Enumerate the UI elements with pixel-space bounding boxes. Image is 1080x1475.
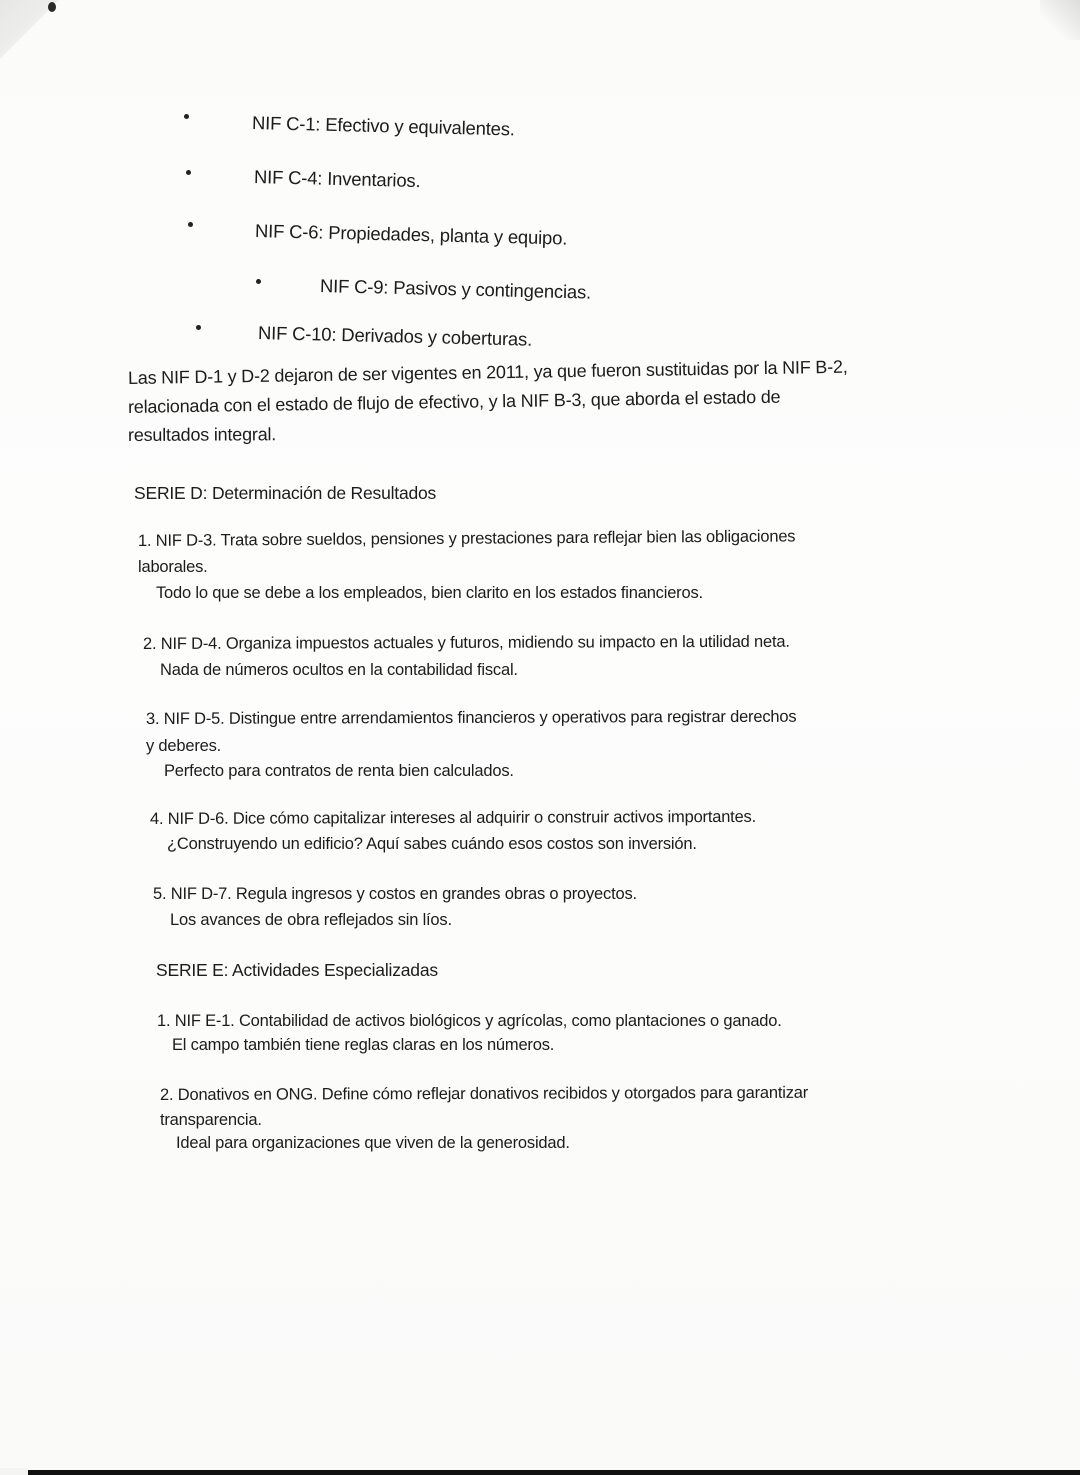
page-bottom-corner — [0, 1468, 28, 1475]
item-note: El campo también tiene reglas claras en los números. — [172, 1036, 555, 1054]
item-line: 2. Donativos en ONG. Define cómo reflejar donativos recibidos y otorgados para garantizar — [159, 1083, 809, 1104]
item-line: laborales. — [138, 558, 208, 576]
item-line: 4. NIF D-6. Dice cómo capitalizar intereses al adquirir o construir activos importantes. — [149, 807, 756, 828]
bullet-icon — [256, 279, 261, 284]
paragraph-line: Las NIF D-1 y D-2 dejaron de ser vigentes en 2011, ya que fueron sustituidas por la NIF B-2, — [127, 356, 848, 388]
bullet-icon — [196, 325, 201, 330]
item-line: y deberes. — [146, 737, 222, 755]
staple-mark — [48, 2, 56, 12]
section-heading: SERIE E: Actividades Especializadas — [156, 960, 438, 980]
item-note: Perfecto para contratos de renta bien calculados. — [164, 762, 514, 780]
list-item: NIF C-10: Derivados y coberturas. — [257, 322, 533, 350]
item-note: Nada de números ocultos en la contabilidad fiscal. — [160, 661, 518, 679]
item-line: 1. NIF D-3. Trata sobre sueldos, pensiones y prestaciones para reflejar bien las obligaciones — [137, 527, 796, 550]
item-note: Todo lo que se debe a los empleados, bien clarito en los estados financieros. — [156, 584, 703, 602]
paragraph-line: resultados integral. — [127, 424, 277, 445]
section-heading: SERIE D: Determinación de Resultados — [134, 483, 437, 503]
item-line: 3. NIF D-5. Distingue entre arrendamientos financieros y operativos para registrar derechos — [145, 707, 797, 728]
list-item: NIF C-4: Inventarios. — [253, 166, 421, 192]
item-note: ¿Construyendo un edificio? Aquí sabes cuándo esos costos son inversión. — [167, 835, 697, 853]
item-note: Ideal para organizaciones que viven de la generosidad. — [176, 1134, 570, 1152]
paragraph-line: relacionada con el estado de flujo de efectivo, y la NIF B-3, que aborda el estado de — [127, 386, 781, 417]
item-line: 5. NIF D-7. Regula ingresos y costos en grandes obras o proyectos. — [153, 885, 637, 903]
bullet-icon — [188, 222, 193, 227]
item-note: Los avances de obra reflejados sin líos. — [170, 911, 452, 929]
list-item: NIF C-1: Efectivo y equivalentes. — [251, 112, 516, 140]
bullet-icon — [186, 170, 191, 175]
item-line: 1. NIF E-1. Contabilidad de activos biológicos y agrícolas, como plantaciones o ganado. — [157, 1012, 782, 1030]
item-line: transparencia. — [160, 1111, 262, 1129]
page-bottom-edge — [0, 1470, 1080, 1475]
list-item: NIF C-9: Pasivos y contingencias. — [319, 275, 592, 303]
bullet-icon — [184, 114, 189, 119]
item-line: 2. NIF D-4. Organiza impuestos actuales y futuros, midiendo su impacto en la utilidad neta. — [142, 632, 790, 653]
page-shadow — [1040, 0, 1080, 40]
list-item: NIF C-6: Propiedades, planta y equipo. — [254, 220, 568, 249]
